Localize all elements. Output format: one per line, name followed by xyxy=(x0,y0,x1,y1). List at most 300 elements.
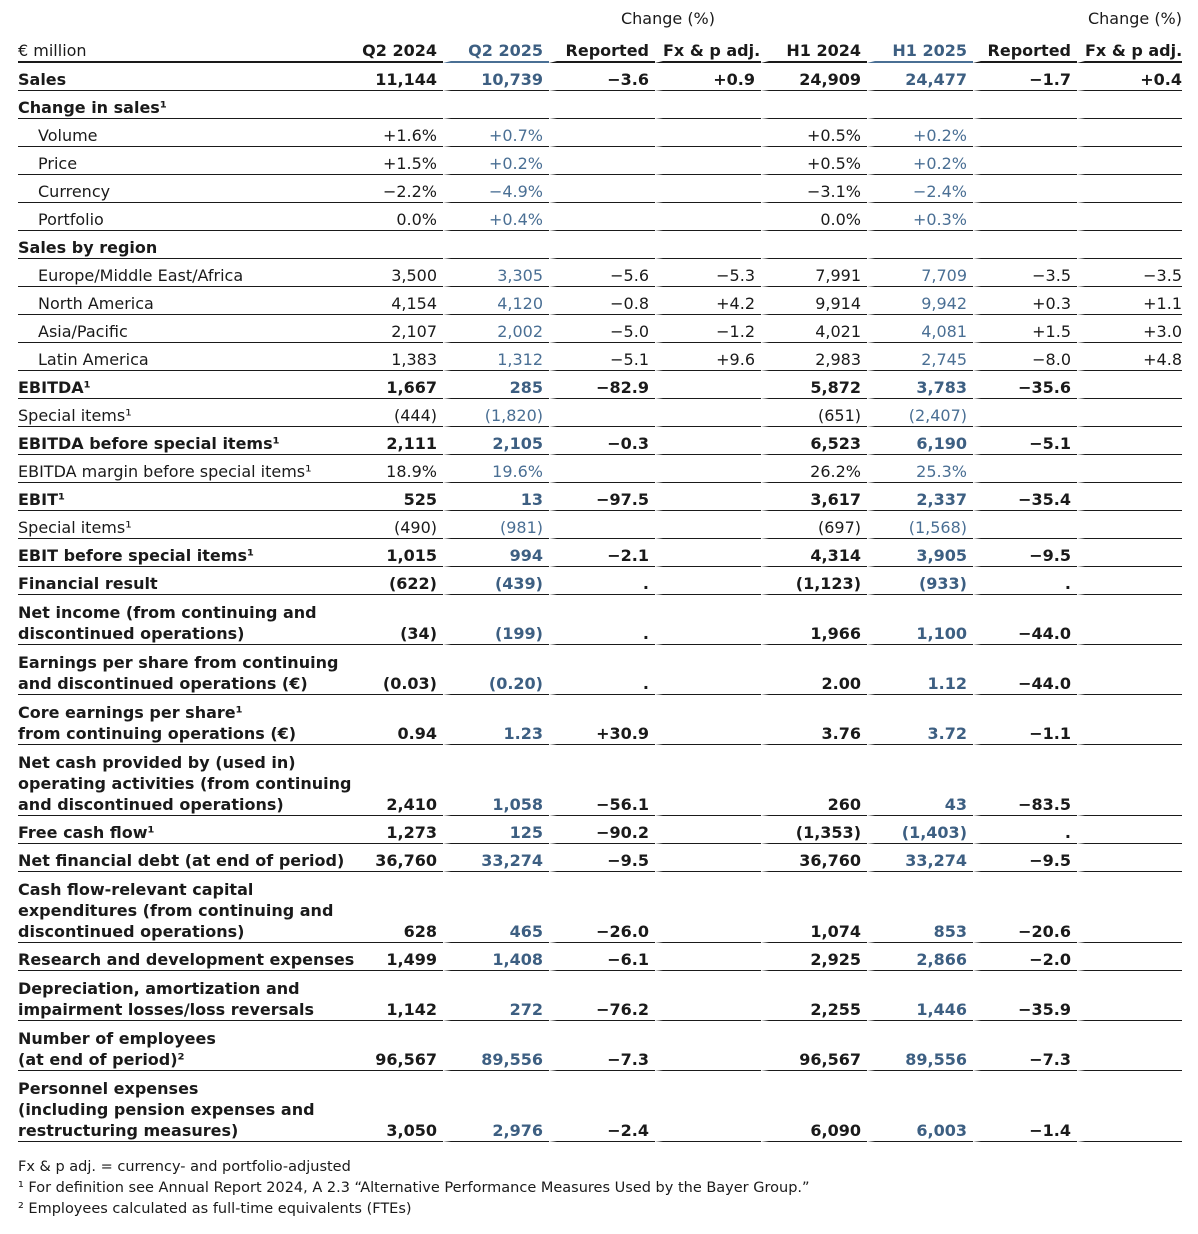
cell-h1-reported xyxy=(973,147,1077,175)
cell-q2-2025: 10,739 xyxy=(443,63,549,91)
cell-h1-2024: 3.76 xyxy=(761,695,867,745)
cell-h1-reported xyxy=(973,511,1077,539)
cell-q2-2024: 525 xyxy=(339,483,443,511)
change-group-row xyxy=(18,8,1182,29)
cell-h1-fx-adj xyxy=(1077,1071,1182,1142)
cell-h1-fx-adj: +0.4 xyxy=(1077,63,1182,91)
cell-q2-reported: −56.1 xyxy=(549,745,655,816)
cell-h1-2024: 96,567 xyxy=(761,1021,867,1071)
cell-h1-fx-adj xyxy=(1077,399,1182,427)
cell-q2-2025: 994 xyxy=(443,539,549,567)
cell-q2-2025: (199) xyxy=(443,595,549,645)
cell-q2-reported: . xyxy=(549,595,655,645)
row-label: Change in sales¹ xyxy=(18,91,339,119)
cell-q2-2024 xyxy=(339,91,443,119)
cell-q2-2024: (0.03) xyxy=(339,645,443,695)
cell-h1-fx-adj xyxy=(1077,816,1182,844)
cell-h1-reported: −3.5 xyxy=(973,259,1077,287)
row-label: Net financial debt (at end of period) xyxy=(18,844,339,872)
cell-h1-reported: −44.0 xyxy=(973,595,1077,645)
cell-q2-fx-adj xyxy=(655,816,761,844)
cell-q2-2024: (622) xyxy=(339,567,443,595)
col-header-h1-2025: H1 2025 xyxy=(867,29,973,63)
cell-q2-fx-adj xyxy=(655,943,761,971)
cell-h1-2025: (2,407) xyxy=(867,399,973,427)
row-label: Earnings per share from continuing and discontinued operations (€) xyxy=(18,645,339,695)
cell-q2-2024: 0.94 xyxy=(339,695,443,745)
cell-h1-2025: 1.12 xyxy=(867,645,973,695)
cell-h1-fx-adj xyxy=(1077,203,1182,231)
cell-h1-reported: −9.5 xyxy=(973,539,1077,567)
row-label: EBITDA before special items¹ xyxy=(18,427,339,455)
table-row xyxy=(18,259,1182,287)
cell-q2-reported: −0.3 xyxy=(549,427,655,455)
cell-q2-reported: −2.1 xyxy=(549,539,655,567)
cell-q2-2025: (1,820) xyxy=(443,399,549,427)
cell-h1-fx-adj xyxy=(1077,455,1182,483)
table-row xyxy=(18,695,1182,745)
cell-q2-fx-adj xyxy=(655,595,761,645)
cell-h1-2024: 1,074 xyxy=(761,872,867,943)
cell-h1-2024: +0.5% xyxy=(761,119,867,147)
cell-h1-2025: (933) xyxy=(867,567,973,595)
cell-q2-2025: 1,058 xyxy=(443,745,549,816)
column-header-row xyxy=(18,29,1182,63)
cell-q2-fx-adj xyxy=(655,147,761,175)
cell-q2-fx-adj xyxy=(655,231,761,259)
cell-q2-2025: +0.7% xyxy=(443,119,549,147)
cell-q2-fx-adj xyxy=(655,399,761,427)
table-row xyxy=(18,1021,1182,1071)
cell-q2-fx-adj xyxy=(655,971,761,1021)
cell-h1-2024: 6,090 xyxy=(761,1071,867,1142)
cell-h1-2025 xyxy=(867,231,973,259)
unit-label: € million xyxy=(18,29,339,63)
cell-h1-2025: +0.3% xyxy=(867,203,973,231)
cell-q2-2024: (490) xyxy=(339,511,443,539)
table-row xyxy=(18,175,1182,203)
cell-h1-2025: −2.4% xyxy=(867,175,973,203)
cell-h1-2024 xyxy=(761,231,867,259)
cell-h1-2025: 43 xyxy=(867,745,973,816)
cell-q2-fx-adj xyxy=(655,645,761,695)
row-label: Special items¹ xyxy=(18,399,339,427)
cell-q2-2025: 1,408 xyxy=(443,943,549,971)
cell-h1-reported: −83.5 xyxy=(973,745,1077,816)
cell-h1-2025: +0.2% xyxy=(867,147,973,175)
cell-q2-2025: 33,274 xyxy=(443,844,549,872)
cell-h1-fx-adj xyxy=(1077,745,1182,816)
cell-q2-2024: 2,111 xyxy=(339,427,443,455)
row-label: Volume xyxy=(18,119,339,147)
col-header-q2-fx-adj: Fx & p adj. xyxy=(655,29,761,63)
cell-q2-fx-adj xyxy=(655,539,761,567)
table-row xyxy=(18,91,1182,119)
col-header-q2-2025: Q2 2025 xyxy=(443,29,549,63)
table-row xyxy=(18,119,1182,147)
cell-q2-reported: −3.6 xyxy=(549,63,655,91)
cell-q2-reported xyxy=(549,203,655,231)
cell-h1-2025: 2,866 xyxy=(867,943,973,971)
cell-q2-fx-adj xyxy=(655,91,761,119)
cell-h1-reported xyxy=(973,175,1077,203)
cell-h1-fx-adj: +3.0 xyxy=(1077,315,1182,343)
cell-h1-fx-adj xyxy=(1077,872,1182,943)
cell-q2-reported: −82.9 xyxy=(549,371,655,399)
cell-h1-reported xyxy=(973,91,1077,119)
cell-h1-fx-adj xyxy=(1077,175,1182,203)
cell-h1-fx-adj xyxy=(1077,147,1182,175)
key-figures-table-container xyxy=(18,8,1182,1142)
cell-q2-2025: 3,305 xyxy=(443,259,549,287)
table-row xyxy=(18,147,1182,175)
cell-q2-fx-adj xyxy=(655,427,761,455)
cell-h1-reported: . xyxy=(973,567,1077,595)
change-group-label-h1: Change (%) xyxy=(1087,9,1182,28)
table-row xyxy=(18,231,1182,259)
cell-h1-2025: +0.2% xyxy=(867,119,973,147)
cell-q2-2024: +1.6% xyxy=(339,119,443,147)
row-label: Special items¹ xyxy=(18,511,339,539)
table-row xyxy=(18,427,1182,455)
cell-h1-2025: 6,190 xyxy=(867,427,973,455)
cell-q2-2024: 96,567 xyxy=(339,1021,443,1071)
row-label: Personnel expenses (including pension expenses and restructuring measures) xyxy=(18,1071,339,1142)
cell-q2-2025: +0.4% xyxy=(443,203,549,231)
cell-q2-2025: 13 xyxy=(443,483,549,511)
cell-h1-reported: +1.5 xyxy=(973,315,1077,343)
row-label: Net cash provided by (used in) operating activities (from continuing and discontinued operations) xyxy=(18,745,339,816)
cell-h1-fx-adj xyxy=(1077,595,1182,645)
cell-q2-fx-adj xyxy=(655,844,761,872)
table-row xyxy=(18,399,1182,427)
cell-h1-2024: 3,617 xyxy=(761,483,867,511)
cell-h1-2024: 7,991 xyxy=(761,259,867,287)
cell-q2-reported: −5.1 xyxy=(549,343,655,371)
col-header-h1-fx-adj: Fx & p adj. xyxy=(1077,29,1182,63)
table-row xyxy=(18,595,1182,645)
row-label: Net income (from continuing and discontinued operations) xyxy=(18,595,339,645)
table-row xyxy=(18,745,1182,816)
footnote-2: ² Employees calculated as full-time equivalents (FTEs) xyxy=(18,1201,412,1217)
cell-h1-2024: 4,314 xyxy=(761,539,867,567)
cell-h1-reported: −2.0 xyxy=(973,943,1077,971)
cell-q2-2024: +1.5% xyxy=(339,147,443,175)
cell-q2-reported: −2.4 xyxy=(549,1071,655,1142)
cell-h1-reported: −9.5 xyxy=(973,844,1077,872)
cell-h1-2025: 1,446 xyxy=(867,971,973,1021)
row-label: Research and development expenses xyxy=(18,943,339,971)
table-row xyxy=(18,844,1182,872)
cell-q2-2024: 11,144 xyxy=(339,63,443,91)
cell-q2-2024: 1,015 xyxy=(339,539,443,567)
cell-q2-fx-adj: −1.2 xyxy=(655,315,761,343)
cell-q2-2025: 2,002 xyxy=(443,315,549,343)
row-label: Number of employees (at end of period)² xyxy=(18,1021,339,1071)
cell-h1-2025: 853 xyxy=(867,872,973,943)
cell-h1-fx-adj xyxy=(1077,119,1182,147)
cell-q2-2025: (981) xyxy=(443,511,549,539)
cell-h1-2024: 2.00 xyxy=(761,645,867,695)
cell-h1-2025: 1,100 xyxy=(867,595,973,645)
row-label: Cash flow-relevant capital expenditures (from continuing and discontinued operations) xyxy=(18,872,339,943)
cell-q2-fx-adj: +9.6 xyxy=(655,343,761,371)
row-label: EBITDA¹ xyxy=(18,371,339,399)
cell-h1-2025: 3.72 xyxy=(867,695,973,745)
cell-q2-2025: 2,976 xyxy=(443,1071,549,1142)
cell-q2-2024: 3,050 xyxy=(339,1071,443,1142)
cell-h1-2025: 89,556 xyxy=(867,1021,973,1071)
table-row xyxy=(18,816,1182,844)
cell-q2-reported: −76.2 xyxy=(549,971,655,1021)
table-row xyxy=(18,483,1182,511)
cell-h1-fx-adj xyxy=(1077,567,1182,595)
cell-h1-2024: 4,021 xyxy=(761,315,867,343)
cell-h1-fx-adj xyxy=(1077,427,1182,455)
footnote-fx-definition: Fx & p adj. = currency- and portfolio-adjusted xyxy=(18,1159,351,1175)
cell-q2-2024: 1,499 xyxy=(339,943,443,971)
cell-h1-reported: −5.1 xyxy=(973,427,1077,455)
cell-h1-2024: 6,523 xyxy=(761,427,867,455)
cell-h1-2025: 25.3% xyxy=(867,455,973,483)
cell-q2-reported: −90.2 xyxy=(549,816,655,844)
cell-q2-2025: +0.2% xyxy=(443,147,549,175)
cell-h1-2025: 6,003 xyxy=(867,1071,973,1142)
cell-q2-reported xyxy=(549,175,655,203)
cell-h1-2024: 36,760 xyxy=(761,844,867,872)
cell-q2-reported: −9.5 xyxy=(549,844,655,872)
cell-h1-2025: 9,942 xyxy=(867,287,973,315)
table-row xyxy=(18,63,1182,91)
table-row xyxy=(18,971,1182,1021)
cell-q2-reported: −0.8 xyxy=(549,287,655,315)
cell-h1-2024: 24,909 xyxy=(761,63,867,91)
row-label: EBITDA margin before special items¹ xyxy=(18,455,339,483)
cell-h1-2024: (697) xyxy=(761,511,867,539)
cell-h1-2024: (651) xyxy=(761,399,867,427)
cell-q2-reported: −5.0 xyxy=(549,315,655,343)
cell-q2-fx-adj: −5.3 xyxy=(655,259,761,287)
cell-h1-fx-adj xyxy=(1077,231,1182,259)
cell-q2-2024: 18.9% xyxy=(339,455,443,483)
cell-q2-2025: 19.6% xyxy=(443,455,549,483)
row-label: Financial result xyxy=(18,567,339,595)
cell-h1-2025: (1,403) xyxy=(867,816,973,844)
cell-q2-reported: −6.1 xyxy=(549,943,655,971)
cell-q2-reported: −26.0 xyxy=(549,872,655,943)
cell-h1-fx-adj: −3.5 xyxy=(1077,259,1182,287)
cell-q2-reported: −5.6 xyxy=(549,259,655,287)
cell-q2-fx-adj xyxy=(655,175,761,203)
cell-h1-2024: 1,966 xyxy=(761,595,867,645)
row-label: Latin America xyxy=(18,343,339,371)
cell-h1-2024: (1,123) xyxy=(761,567,867,595)
cell-q2-fx-adj xyxy=(655,1021,761,1071)
cell-q2-2025: (439) xyxy=(443,567,549,595)
cell-h1-2024: 2,983 xyxy=(761,343,867,371)
cell-h1-fx-adj xyxy=(1077,511,1182,539)
cell-h1-2025: (1,568) xyxy=(867,511,973,539)
cell-h1-fx-adj xyxy=(1077,844,1182,872)
cell-h1-fx-adj xyxy=(1077,371,1182,399)
cell-h1-reported: . xyxy=(973,816,1077,844)
table-row xyxy=(18,455,1182,483)
cell-q2-fx-adj xyxy=(655,203,761,231)
cell-h1-fx-adj: +1.1 xyxy=(1077,287,1182,315)
table-row xyxy=(18,343,1182,371)
cell-h1-fx-adj: +4.8 xyxy=(1077,343,1182,371)
cell-q2-reported xyxy=(549,147,655,175)
cell-q2-2025: (0.20) xyxy=(443,645,549,695)
cell-h1-fx-adj xyxy=(1077,695,1182,745)
cell-h1-reported: +0.3 xyxy=(973,287,1077,315)
cell-h1-fx-adj xyxy=(1077,91,1182,119)
cell-h1-2024: −3.1% xyxy=(761,175,867,203)
cell-q2-2025: 1,312 xyxy=(443,343,549,371)
row-label: Price xyxy=(18,147,339,175)
cell-q2-fx-adj: +0.9 xyxy=(655,63,761,91)
cell-h1-2025: 7,709 xyxy=(867,259,973,287)
cell-q2-reported: +30.9 xyxy=(549,695,655,745)
cell-q2-2025: 272 xyxy=(443,971,549,1021)
footnotes xyxy=(18,1157,810,1220)
cell-h1-reported: −35.9 xyxy=(973,971,1077,1021)
cell-q2-reported: . xyxy=(549,567,655,595)
cell-h1-reported xyxy=(973,119,1077,147)
cell-h1-reported: −20.6 xyxy=(973,872,1077,943)
cell-q2-fx-adj xyxy=(655,745,761,816)
cell-q2-2024: 3,500 xyxy=(339,259,443,287)
table-row xyxy=(18,943,1182,971)
row-label: Sales by region xyxy=(18,231,339,259)
cell-h1-2025: 33,274 xyxy=(867,844,973,872)
cell-q2-fx-adj xyxy=(655,567,761,595)
cell-h1-2024: 0.0% xyxy=(761,203,867,231)
cell-h1-2024: +0.5% xyxy=(761,147,867,175)
cell-h1-2024: 9,914 xyxy=(761,287,867,315)
change-group-label-q2: Change (%) xyxy=(620,9,715,28)
col-header-q2-2024: Q2 2024 xyxy=(339,29,443,63)
cell-q2-2024: 628 xyxy=(339,872,443,943)
cell-h1-reported: −7.3 xyxy=(973,1021,1077,1071)
cell-h1-fx-adj xyxy=(1077,1021,1182,1071)
cell-q2-fx-adj xyxy=(655,455,761,483)
cell-h1-reported xyxy=(973,203,1077,231)
row-label: Currency xyxy=(18,175,339,203)
cell-h1-2024: 2,255 xyxy=(761,971,867,1021)
cell-q2-2024: 2,410 xyxy=(339,745,443,816)
cell-q2-2025: 285 xyxy=(443,371,549,399)
cell-h1-2024: 260 xyxy=(761,745,867,816)
cell-q2-2024: 4,154 xyxy=(339,287,443,315)
cell-q2-reported xyxy=(549,399,655,427)
row-label: EBIT before special items¹ xyxy=(18,539,339,567)
row-label: Europe/Middle East/Africa xyxy=(18,259,339,287)
cell-q2-fx-adj xyxy=(655,872,761,943)
cell-q2-fx-adj xyxy=(655,511,761,539)
cell-q2-reported xyxy=(549,511,655,539)
row-label: Sales xyxy=(18,63,339,91)
cell-q2-reported: −7.3 xyxy=(549,1021,655,1071)
cell-q2-2024: 1,273 xyxy=(339,816,443,844)
table-row xyxy=(18,511,1182,539)
footnote-1: ¹ For definition see Annual Report 2024, A 2.3 “Alternative Performance Measures Used by the Bayer Group.” xyxy=(18,1180,810,1196)
cell-h1-fx-adj xyxy=(1077,645,1182,695)
cell-h1-fx-adj xyxy=(1077,539,1182,567)
cell-h1-2025: 2,745 xyxy=(867,343,973,371)
row-label: Depreciation, amortization and impairment losses/loss reversals xyxy=(18,971,339,1021)
cell-q2-2024: 1,383 xyxy=(339,343,443,371)
cell-q2-fx-adj: +4.2 xyxy=(655,287,761,315)
row-label: Free cash flow¹ xyxy=(18,816,339,844)
cell-h1-fx-adj xyxy=(1077,483,1182,511)
cell-h1-fx-adj xyxy=(1077,971,1182,1021)
cell-q2-2024: −2.2% xyxy=(339,175,443,203)
cell-q2-2024: 1,142 xyxy=(339,971,443,1021)
row-label: Core earnings per share¹ from continuing operations (€) xyxy=(18,695,339,745)
cell-h1-2025: 3,783 xyxy=(867,371,973,399)
row-label: EBIT¹ xyxy=(18,483,339,511)
table-row xyxy=(18,287,1182,315)
cell-h1-reported xyxy=(973,231,1077,259)
cell-h1-reported: −44.0 xyxy=(973,645,1077,695)
row-label: Asia/Pacific xyxy=(18,315,339,343)
cell-q2-2024: 0.0% xyxy=(339,203,443,231)
cell-q2-2025: 4,120 xyxy=(443,287,549,315)
cell-h1-reported: −8.0 xyxy=(973,343,1077,371)
cell-q2-fx-adj xyxy=(655,1071,761,1142)
cell-q2-2025 xyxy=(443,91,549,119)
cell-q2-reported xyxy=(549,231,655,259)
cell-q2-fx-adj xyxy=(655,371,761,399)
table-row xyxy=(18,203,1182,231)
col-header-q2-reported: Reported xyxy=(549,29,655,63)
cell-h1-reported: −1.1 xyxy=(973,695,1077,745)
table-row xyxy=(18,645,1182,695)
cell-q2-fx-adj xyxy=(655,119,761,147)
cell-q2-2025: 1.23 xyxy=(443,695,549,745)
cell-h1-2025: 4,081 xyxy=(867,315,973,343)
cell-q2-2024: 2,107 xyxy=(339,315,443,343)
cell-h1-2025: 3,905 xyxy=(867,539,973,567)
cell-q2-fx-adj xyxy=(655,695,761,745)
cell-q2-2025: −4.9% xyxy=(443,175,549,203)
cell-q2-2024: 1,667 xyxy=(339,371,443,399)
cell-h1-reported xyxy=(973,455,1077,483)
cell-h1-reported: −35.4 xyxy=(973,483,1077,511)
cell-h1-2024: 26.2% xyxy=(761,455,867,483)
cell-q2-2025: 465 xyxy=(443,872,549,943)
cell-q2-reported xyxy=(549,455,655,483)
row-label: Portfolio xyxy=(18,203,339,231)
cell-q2-2024: (34) xyxy=(339,595,443,645)
cell-q2-2024: (444) xyxy=(339,399,443,427)
cell-h1-reported: −1.7 xyxy=(973,63,1077,91)
table-row xyxy=(18,567,1182,595)
cell-h1-2024: 5,872 xyxy=(761,371,867,399)
cell-q2-reported xyxy=(549,119,655,147)
table-row xyxy=(18,315,1182,343)
cell-h1-2025: 2,337 xyxy=(867,483,973,511)
cell-q2-2025: 125 xyxy=(443,816,549,844)
cell-h1-2025: 24,477 xyxy=(867,63,973,91)
table-row xyxy=(18,872,1182,943)
cell-q2-reported: . xyxy=(549,645,655,695)
col-header-h1-reported: Reported xyxy=(973,29,1077,63)
row-label: North America xyxy=(18,287,339,315)
table-row xyxy=(18,539,1182,567)
table-row xyxy=(18,371,1182,399)
